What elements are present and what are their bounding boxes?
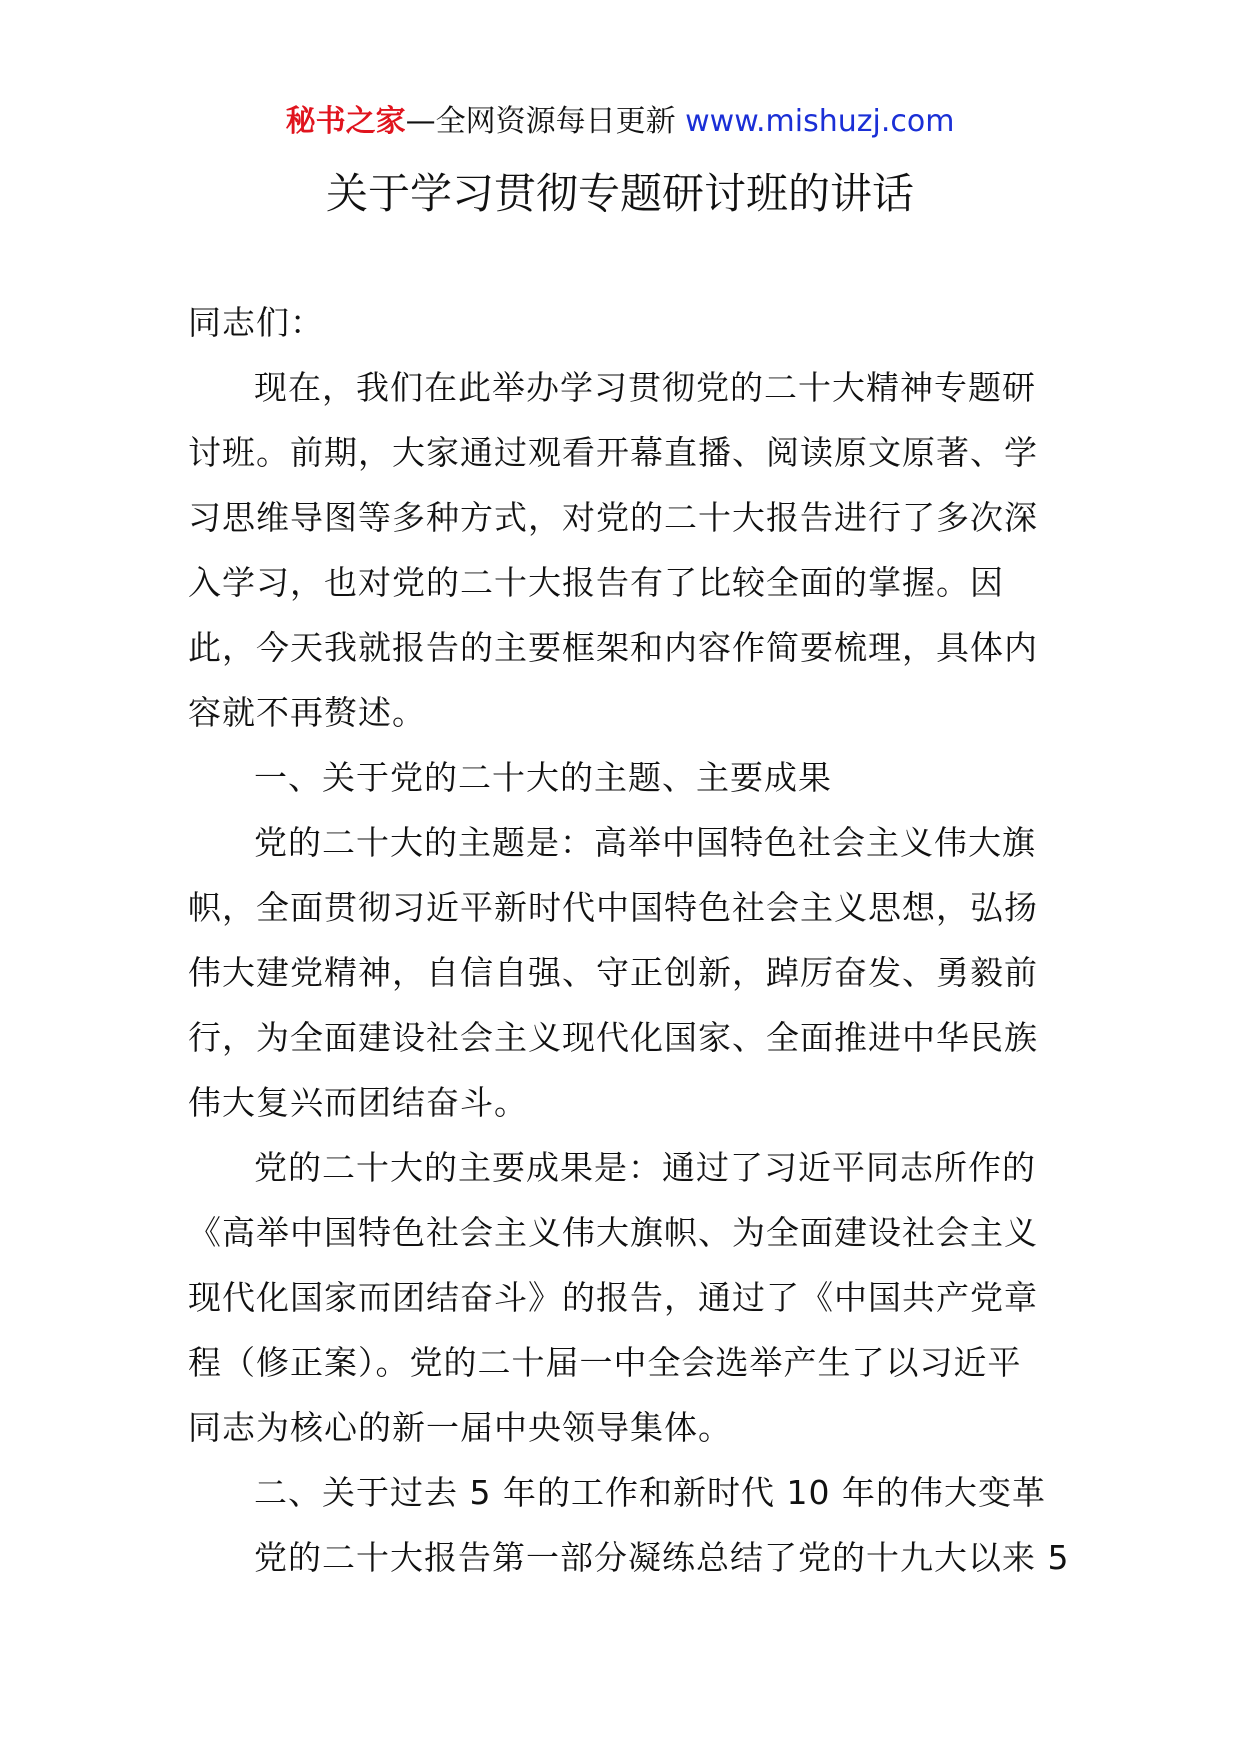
paragraph-line: 讨班。前期，大家通过观看开幕直播、阅读原文原著、学 (188, 433, 1038, 472)
paragraph-line: 入学习，也对党的二十大报告有了比较全面的掌握。因 (188, 563, 1004, 602)
salutation: 同志们： (188, 303, 324, 342)
document-title: 关于学习贯彻专题研讨班的讲话 (325, 169, 914, 218)
brand-name: 秘书之家 (285, 104, 406, 139)
paragraph-line: 伟大建党精神，自信自强、守正创新，踔厉奋发、勇毅前 (188, 953, 1038, 992)
paragraph-line: 现代化国家而团结奋斗》的报告，通过了《中国共产党章 (188, 1278, 1038, 1317)
site-banner (0, 102, 1240, 142)
paragraph-line: 容就不再赘述。 (188, 693, 426, 732)
paragraph-line: 党的二十大报告第一部分凝练总结了党的十九大以来 5 (254, 1538, 1070, 1577)
paragraph-line: 《高举中国特色社会主义伟大旗帜、为全面建设社会主义 (188, 1213, 1038, 1252)
paragraph-line: 党的二十大的主题是：高举中国特色社会主义伟大旗 (254, 823, 1036, 862)
paragraph-line: 习思维导图等多种方式，对党的二十大报告进行了多次深 (188, 498, 1038, 537)
section-heading: 二、关于过去 5 年的工作和新时代 10 年的伟大变革 (254, 1473, 1046, 1512)
paragraph-line: 程（修正案）。党的二十届一中全会选举产生了以习近平 (188, 1343, 1022, 1382)
paragraph-line: 帜，全面贯彻习近平新时代中国特色社会主义思想，弘扬 (188, 888, 1038, 927)
document-body (188, 290, 1070, 1590)
site-url-link[interactable]: www.mishuzj.com (685, 104, 955, 139)
banner-tagline: —全网资源每日更新 (405, 104, 686, 139)
paragraph-line: 此，今天我就报告的主要框架和内容作简要梳理，具体内 (188, 628, 1038, 667)
paragraph-line: 现在，我们在此举办学习贯彻党的二十大精神专题研 (254, 368, 1036, 407)
paragraph-line: 党的二十大的主要成果是：通过了习近平同志所作的 (254, 1148, 1036, 1187)
paragraph-line: 伟大复兴而团结奋斗。 (188, 1083, 528, 1122)
section-heading: 一、关于党的二十大的主题、主要成果 (254, 758, 832, 797)
paragraph-line: 同志为核心的新一届中央领导集体。 (188, 1408, 732, 1447)
paragraph-line: 行，为全面建设社会主义现代化国家、全面推进中华民族 (188, 1018, 1038, 1057)
